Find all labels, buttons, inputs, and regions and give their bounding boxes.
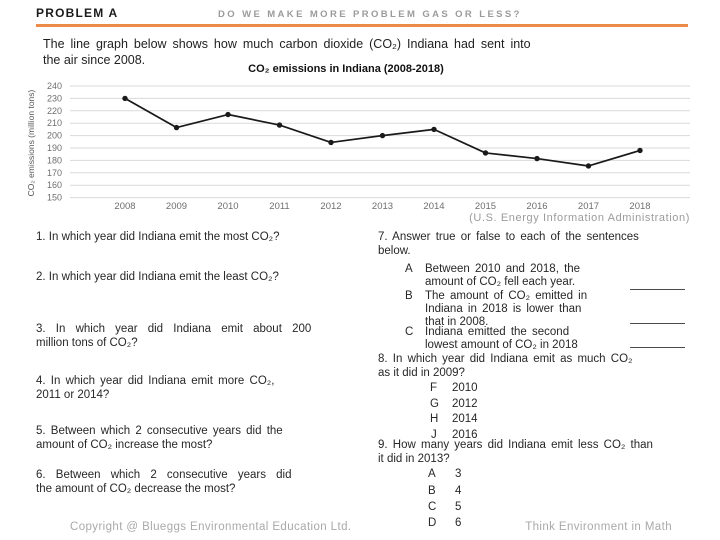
question-2: 2. In which year did Indiana emit the least CO₂?: [36, 271, 279, 283]
svg-text:2014: 2014: [423, 201, 445, 212]
q8-option-f: [430, 382, 478, 394]
q8-option-g-value: 2012: [452, 398, 478, 410]
svg-text:2018: 2018: [629, 201, 651, 212]
svg-text:2012: 2012: [320, 201, 342, 212]
svg-text:2008: 2008: [114, 201, 136, 212]
q9-option-c-letter: C: [428, 501, 437, 513]
page-subtitle: DO WE MAKE MORE PROBLEM GAS OR LESS?: [218, 9, 522, 20]
chart-source: (U.S. Energy Information Administration): [469, 212, 690, 224]
q8-option-j-value: 2016: [452, 429, 478, 441]
q7-answer-blank-b[interactable]: [630, 322, 685, 324]
q9-option-a: [428, 468, 461, 480]
svg-text:CO₂ emissions (million tons): CO₂ emissions (million tons): [26, 89, 36, 197]
q8-option-f-letter: F: [430, 382, 438, 394]
svg-text:180: 180: [46, 155, 62, 166]
question-4: 4. In which year did Indiana emit more CO₂, 2011 or 2014?: [36, 375, 275, 401]
svg-text:150: 150: [46, 192, 62, 203]
svg-text:2013: 2013: [371, 201, 394, 212]
svg-text:160: 160: [46, 180, 62, 191]
problem-label: PROBLEM A: [36, 6, 119, 20]
q8-option-j-letter: J: [431, 429, 437, 441]
question-1: 1. In which year did Indiana emit the most CO₂?: [36, 231, 280, 243]
q7-text-c: Indiana emitted the second lowest amount of CO₂ in 2018: [425, 326, 578, 351]
question-8: 8. In which year did Indiana emit as much CO₂ as it did in 2009?: [378, 353, 633, 379]
q7-answer-blank-c[interactable]: [630, 346, 685, 348]
q8-option-h: [430, 413, 478, 425]
q9-option-c-value: 5: [455, 501, 462, 513]
footer-brand: Think Environment in Math: [525, 521, 672, 533]
q9-option-b-letter: B: [428, 485, 436, 497]
q9-option-c: [428, 501, 461, 513]
svg-text:200: 200: [46, 130, 62, 141]
intro-text: The line graph below shows how much carbon dioxide (CO₂) Indiana had sent into the air since 2008.: [43, 37, 531, 67]
svg-text:230: 230: [46, 93, 62, 104]
svg-text:220: 220: [46, 105, 62, 116]
question-3: 3. In which year did Indiana emit about 200 million tons of CO₂?: [36, 323, 312, 349]
question-9: 9. How many years did Indiana emit less CO₂ than it did in 2013?: [378, 439, 653, 465]
svg-text:2015: 2015: [474, 201, 497, 212]
svg-text:2009: 2009: [165, 201, 188, 212]
chart-title: CO₂ emissions in Indiana (2008-2018): [248, 63, 444, 75]
svg-text:2016: 2016: [526, 201, 548, 212]
q8-option-g: [430, 398, 478, 410]
question-7: 7. Answer true or false to each of the sentences below.: [378, 231, 639, 257]
q7-letter-c: C: [405, 326, 414, 338]
question-5: 5. Between which 2 consecutive years did the amount of CO₂ increase the most?: [36, 425, 283, 451]
header-accent-rule: [36, 24, 688, 27]
svg-text:2010: 2010: [217, 201, 239, 212]
svg-text:240: 240: [46, 81, 62, 91]
svg-text:170: 170: [46, 167, 62, 178]
q7-text-b: The amount of CO₂ emitted in Indiana in 2018 is lower than that in 2008.: [425, 290, 588, 328]
svg-text:2017: 2017: [577, 201, 600, 212]
q7-text-a: Between 2010 and 2018, the amount of CO₂ fell each year.: [425, 263, 581, 288]
q7-letter-b: B: [405, 290, 413, 302]
q9-option-a-value: 3: [455, 468, 462, 480]
q9-option-b: [428, 485, 461, 497]
question-6: 6. Between which 2 consecutive years did the amount of CO₂ decrease the most?: [36, 469, 292, 495]
q8-option-h-value: 2014: [452, 413, 478, 425]
q9-option-b-value: 4: [455, 485, 462, 497]
q8-option-g-letter: G: [430, 398, 439, 410]
svg-text:2011: 2011: [269, 201, 290, 212]
emissions-line-chart: [20, 78, 696, 214]
svg-text:210: 210: [46, 118, 62, 129]
q7-statement-a: [405, 263, 690, 289]
footer-copyright: Copyright @ Blueggs Environmental Education Ltd.: [70, 521, 352, 533]
q8-option-f-value: 2010: [452, 382, 478, 394]
svg-text:190: 190: [46, 143, 62, 153]
q7-letter-a: A: [405, 263, 413, 275]
q8-option-h-letter: H: [430, 413, 439, 425]
q9-option-d-letter: D: [428, 517, 437, 529]
q9-option-a-letter: A: [428, 468, 436, 480]
q9-option-d-value: 6: [455, 517, 462, 529]
